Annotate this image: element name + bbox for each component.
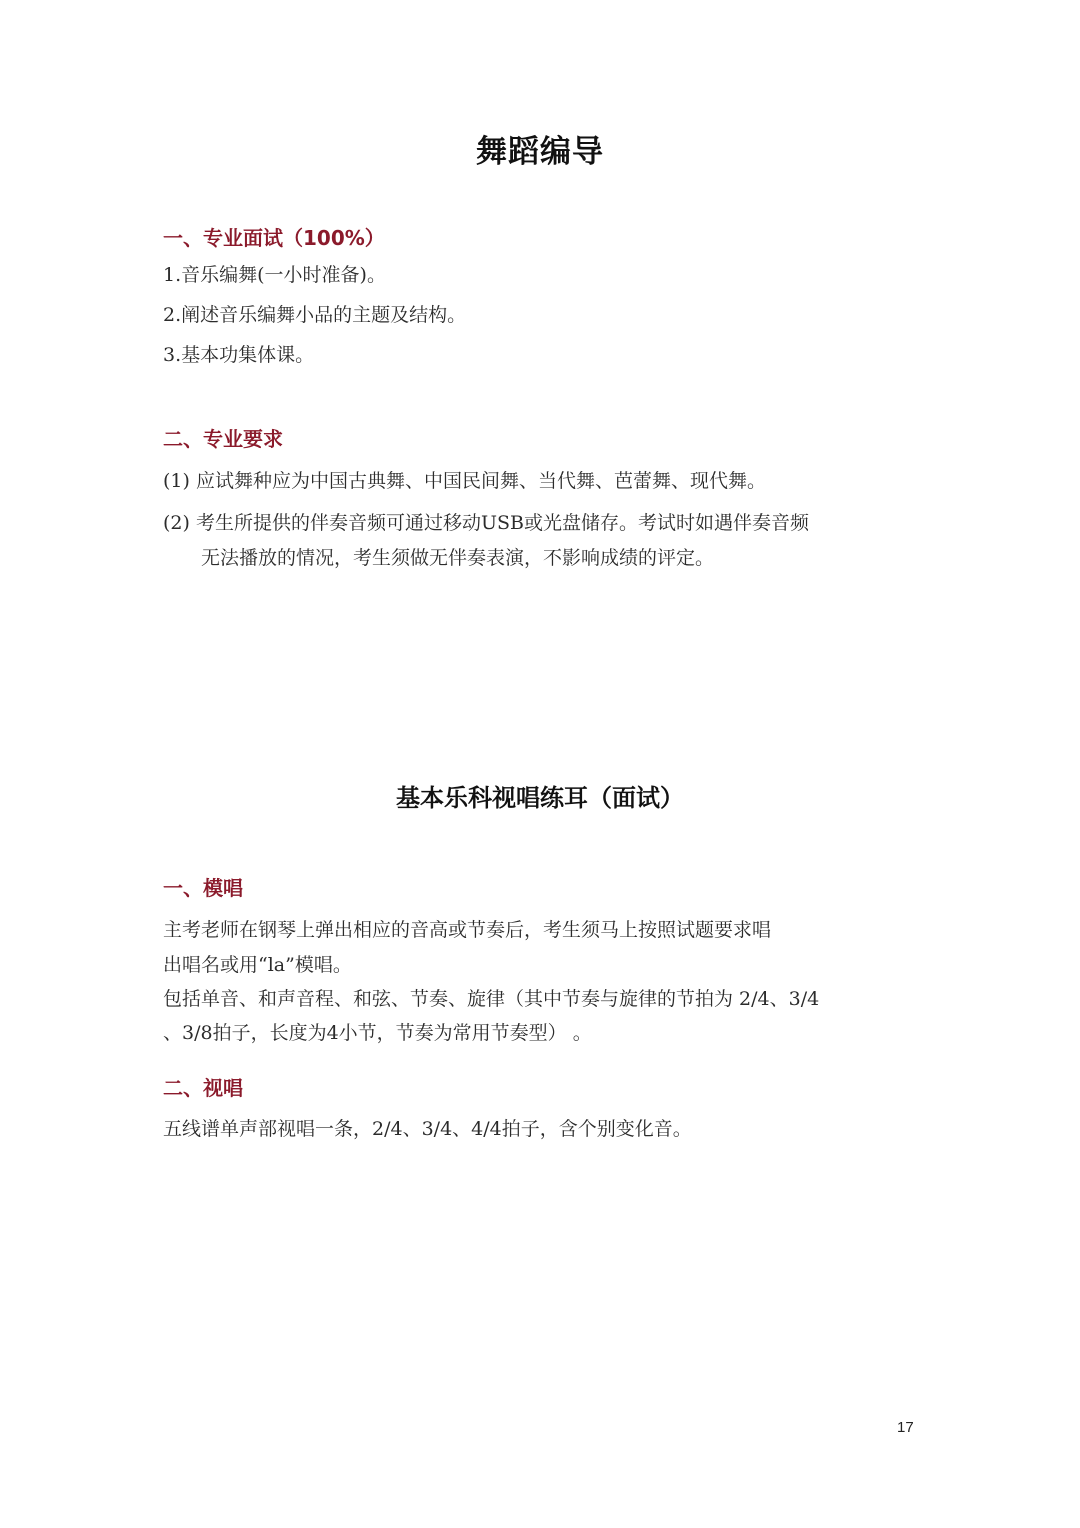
section1-interview-item-2: 2.阐述音乐编舞小品的主题及结构。 [163, 304, 467, 326]
section2-sight-singing-line-1: 五线谱单声部视唱一条，2/4、3/4、4/4拍子，含个别变化音。 [163, 1118, 692, 1140]
section2-title: 基本乐科视唱练耳（面试） [396, 784, 684, 812]
section1-title: 舞蹈编导 [476, 134, 604, 170]
section2-heading-sight-singing: 二、视唱 [163, 1076, 243, 1100]
section1-interview-item-1: 1.音乐编舞(一小时准备)。 [163, 264, 386, 286]
section2-imitation-line-1: 主考老师在钢琴上弹出相应的音高或节奏后，考生须马上按照试题要求唱 [163, 919, 772, 941]
section2-heading-imitation: 一、模唱 [163, 876, 243, 900]
section1-requirement-item-1: (1) 应试舞种应为中国古典舞、中国民间舞、当代舞、芭蕾舞、现代舞。 [163, 470, 766, 492]
section1-requirement-item-2-cont: 无法播放的情况，考生须做无伴奏表演，不影响成绩的评定。 [201, 547, 715, 569]
section1-heading-interview: 一、专业面试（100%） [163, 226, 385, 250]
section1-requirement-item-2: (2) 考生所提供的伴奏音频可通过移动USB或光盘储存。考试时如遇伴奏音频 [163, 512, 809, 534]
section2-imitation-line-3: 包括单音、和声音程、和弦、节奏、旋律（其中节奏与旋律的节拍为 2/4、3/4 [163, 988, 820, 1010]
section2-imitation-line-2: 出唱名或用“la”模唱。 [163, 954, 352, 976]
section2-imitation-line-4: 、3/8拍子，长度为4小节，节奏为常用节奏型） 。 [163, 1022, 592, 1044]
section1-interview-item-3: 3.基本功集体课。 [163, 344, 315, 366]
page-number: 17 [897, 1419, 914, 1436]
section1-heading-requirements: 二、专业要求 [163, 427, 283, 451]
